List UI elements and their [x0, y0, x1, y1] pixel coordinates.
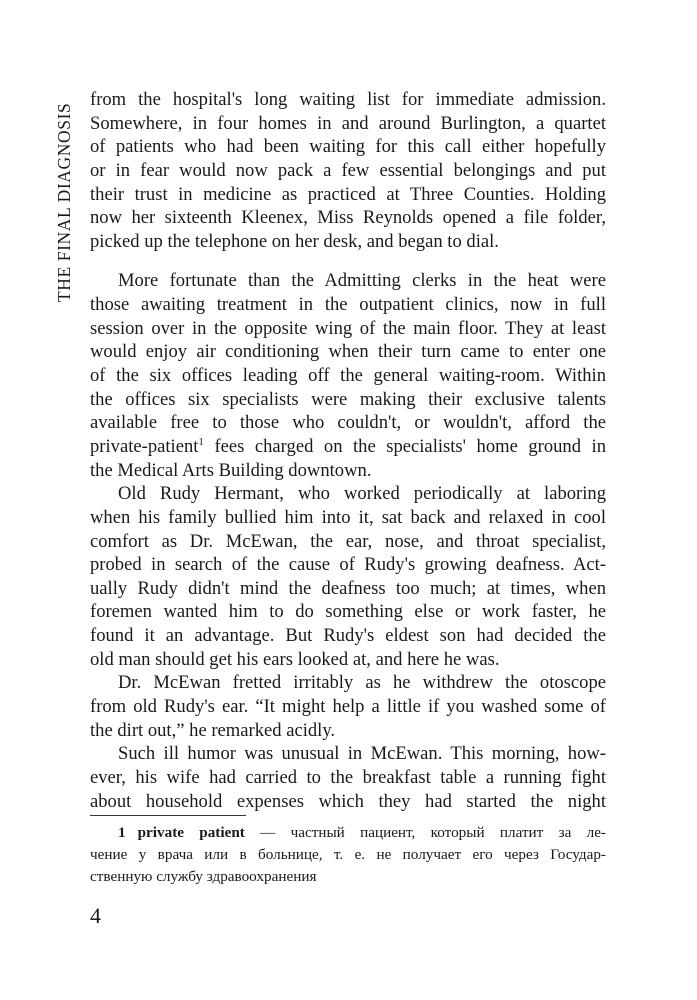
text-line: available free to those who couldn't, or wouldn't, afford the: [90, 412, 606, 434]
footnote-line: [90, 822, 606, 844]
text-line: the offices six specialists were making their exclusive talents: [90, 388, 606, 410]
text-fragment: private-patient: [90, 435, 199, 457]
text-line: session over in the opposite wing of the main floor. They at least: [90, 317, 606, 339]
text-line: ever, his wife had carried to the breakfast table a running fight: [90, 766, 606, 788]
text-line: would enjoy air conditioning when their turn came to enter one: [90, 341, 606, 363]
text-line: picked up the telephone on her desk, and began to dial.: [90, 230, 499, 252]
text-fragment: fees charged on the specialists' home ground in: [214, 435, 606, 457]
footnote: [90, 822, 606, 888]
footnote-marker: 1: [118, 824, 126, 841]
text-line: from old Rudy's ear. “It might help a little if you washed some of: [90, 696, 606, 718]
text-line: of patients who had been waiting for this call either hopefully: [90, 136, 606, 158]
text-line: comfort as Dr. McEwan, the ear, nose, and throat specialist,: [90, 530, 606, 552]
text-line: of the six offices leading off the general waiting-room. Within: [90, 365, 606, 387]
text-line: when his family bullied him into it, sat back and relaxed in cool: [90, 506, 606, 528]
text-line: from the hospital's long waiting list for immediate admission.: [90, 89, 606, 110]
paragraph-gap: [90, 253, 606, 269]
footnote-line: чение у врача или в больнице, т. е. не получает его через Государ-: [90, 846, 606, 863]
running-head: THE FINAL DIAGNOSIS: [54, 102, 74, 302]
footnote-divider: [90, 815, 246, 816]
text-line: their trust in medicine as practiced at Three Counties. Holding: [90, 183, 606, 205]
text-line: ually Rudy didn't mind the deafness too much; at times, when: [90, 577, 606, 599]
text-line: the Medical Arts Building downtown.: [90, 459, 372, 481]
text-line: old man should get his ears looked at, and here he was.: [90, 648, 500, 670]
text-line: probed in search of the cause of Rudy's growing deafness. Act-: [90, 554, 606, 576]
text-line: Old Rudy Hermant, who worked periodically at laboring: [118, 483, 606, 505]
footnote-text: — частный пациент, который платит за ле-: [260, 824, 606, 841]
text-line: Somewhere, in four homes in and around Burlington, a quartet: [90, 112, 606, 134]
text-line: Dr. McEwan fretted irritably as he withdrew the otoscope: [118, 672, 606, 694]
text-line: found it an advantage. But Rudy's eldest son had decided the: [90, 625, 606, 647]
text-line: now her sixteenth Kleenex, Miss Reynolds opened a file folder,: [90, 207, 606, 229]
text-line: those awaiting treatment in the outpatient clinics, now in full: [90, 294, 606, 316]
page-number: 4: [90, 903, 101, 928]
text-line: More fortunate than the Admitting clerks in the heat were: [118, 270, 606, 292]
text-line: the dirt out,” he remarked acidly.: [90, 719, 336, 741]
footnote-ref: 1: [198, 435, 204, 448]
footnote-line: ственную службу здравоохранения: [90, 868, 317, 885]
text-line: or in fear would now pack a few essential belongings and put: [90, 159, 606, 181]
footnote-term: private patient: [137, 824, 245, 841]
text-line: Such ill humor was unusual in McEwan. This morning, how-: [118, 743, 606, 765]
text-line-footnote-ref: [90, 435, 606, 459]
text-line: foremen wanted him to do something else or work faster, he: [90, 601, 606, 623]
text-line: about household expenses which they had started the night: [90, 790, 606, 812]
body-text: [90, 88, 606, 813]
